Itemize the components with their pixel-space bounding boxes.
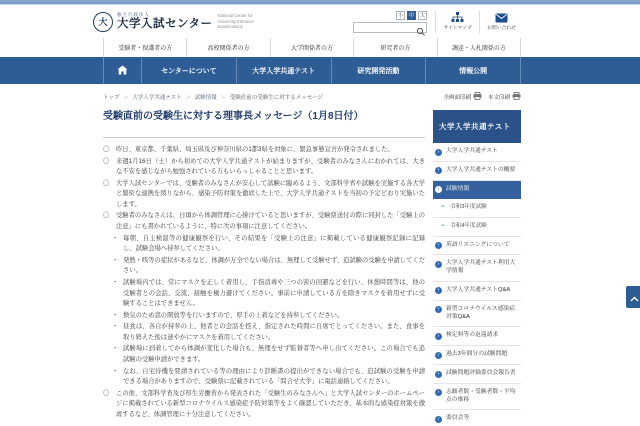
breadcrumb-row [103,84,521,102]
audience-link-procurement[interactable]: 調達・入札関係の方 [437,38,521,57]
arrow-bullet-icon: › [435,389,442,396]
site-header [0,5,640,38]
nav-research[interactable]: 研究開発活動 [331,57,426,84]
sidebar-item-participating-universities[interactable]: › 大学入学共通テスト利用大学情報 [433,255,521,282]
paragraph-text: 試験場に到着してから体調が変化した場合も、無理をせず監督者等へ申し出てください。この場合でも追試験の受験申請ができます。 [123,345,425,363]
font-size-large-button[interactable]: 大 [418,11,427,20]
breadcrumb-exam-info[interactable]: 試験情報 [194,95,217,101]
nav-disclosure[interactable]: 情報公開 [425,57,521,84]
search-icon[interactable] [416,23,426,32]
paragraph-text: 大学入試センターでは、受験者のみなさんが安心して試験に臨めるよう、文部科学省や試験を実施する各大学と緊密な連携を図りながら、感染予防対策を徹底した上で、大学入学共通テストを当初の予定どおり実施いたします。 [116,179,425,208]
search-box [353,22,427,33]
font-size-switcher [396,11,427,20]
paragraph-text: 試験場内では、常にマスクを正しく着用し、手指消毒や三つの密の回避などを行い、休憩時間等は、他の受験者との会話、交流、接触を極力避けてください。事前に申請している方を除きマスクを着用せずに受験することはできません。 [123,278,425,308]
arrow-bullet-icon: › [435,149,442,156]
paragraph-text: 来週1月16日（土）から初めての大学入学共通テストが始まりますが、受験者のみなさんにおかれては、大きな不安を感じながら勉強されている方もいらっしゃることと思います。 [116,157,425,176]
print-fullpage-label: 全画面印刷 [443,95,471,101]
sitemap-icon [451,12,464,23]
bullet-marker: ・ [112,256,119,264]
divider [103,137,425,138]
arrow-bullet-icon: › [435,167,442,174]
sidebar-item-english-listening[interactable]: › 英語リスニングについて [433,237,521,256]
paragraph [103,311,425,322]
article-body [103,145,425,420]
paragraph [103,344,425,365]
breadcrumb-separator: ＞ [220,94,226,101]
sidebar-item-exam-info[interactable]: › 試験情報 [433,181,521,200]
paragraph [103,211,425,232]
breadcrumb-separator: ＞ [185,94,191,101]
sidebar-item-committees[interactable]: › 委員会等 [433,410,521,426]
sidebar-item-common-test[interactable]: › 大学入学共通テスト [433,143,521,162]
printer-icon [512,92,521,102]
audience-link-examinees[interactable]: 受験者・保護者の方 [103,38,186,57]
article [103,110,425,421]
contact-link[interactable] [480,13,523,31]
paragraph [103,278,425,310]
paragraph [103,157,425,178]
audience-link-researchers[interactable]: 研究者の方 [353,38,436,57]
bullet-marker: 〇 [103,179,110,187]
breadcrumb [103,93,323,101]
nav-about-center[interactable]: センターについて [141,57,236,84]
chevron-up-icon [630,290,639,305]
paragraph [103,322,425,343]
bullet-marker: 〇 [103,157,110,165]
main-nav [0,57,640,84]
paragraph-text: なお、自宅待機を要請されている等の理由により診断書の提出ができない場合でも、追試験の受験を申請できる場合がありますので、受験票に記載されている「問合せ大学」に電話連絡してください。 [123,367,425,386]
bullet-marker: ・ [112,345,119,353]
site-logo[interactable] [93,12,270,32]
dash-bullet-icon: − [441,222,445,229]
arrow-bullet-icon: › [435,186,442,193]
paragraph [103,389,425,421]
paragraph-text: この他、文部科学省及び厚生労働省から発表された「受験生のみなさんへ」と大学入試センターのホームページに掲載されている新型コロナウイルス感染症予防対策等をよく確認していただき、基本的な感染症対策を徹底するなど、体調管理に十分注意してください。 [116,389,425,418]
sidebar-item-applicant-statistics[interactable]: › 志願者数・受験者数・平均点の推移 [433,384,521,411]
paragraph [103,367,425,388]
paragraph-text: 昨日、東京都、千葉県、埼玉県及び神奈川県の1都3県を対象に、緊急事態宣言が発令されました。 [116,146,394,153]
audience-link-university[interactable]: 大学関係者の方 [270,38,353,57]
arrow-bullet-icon: › [435,242,442,249]
paragraph [103,145,425,156]
home-icon [117,62,128,80]
arrow-bullet-icon: › [435,287,442,294]
bullet-marker: 〇 [103,389,110,397]
org-type-label: 独立行政法人 [117,12,150,18]
sidebar-item-covid-qa[interactable]: › 新型コロナウイルス感染症対策Q&A [433,301,521,328]
sidebar-item-qa[interactable]: › 大学入学共通テストQ&A [433,282,521,301]
arrow-bullet-icon: › [435,306,442,313]
page-title: 受験直前の受験生に対する理事長メッセージ（1月8日付） [103,111,364,122]
search-input[interactable] [354,24,416,30]
sidebar-item-evaluation-report[interactable]: › 試験問題評価委員会報告書 [433,365,521,384]
paragraph [103,179,425,211]
breadcrumb-top[interactable]: トップ [103,95,120,101]
home-button[interactable] [103,57,141,84]
site-name-english: National Center for University Entrance Examinations [217,12,254,30]
arrow-bullet-icon: › [435,352,442,359]
paragraph-text: 発熱・咳等の症状があるなど、体調が万全でない場合は、無理して受験せず、追試験の受験を申請してください。 [123,256,425,275]
back-to-top-button[interactable] [626,286,640,308]
paragraph-text: 受験者のみなさんは、日頃から体調管理に心掛けていると思いますが、受験票送付の際に同封した「受験上の注意」にも書かれているように、特に次の事項に注意してください。 [116,212,425,231]
paragraph-text: 毎朝、自主検温等の健康観察を行い、その結果を「受験上の注意」に掲載している健康観察記録に記録し、試験会場へ持参してください。 [123,234,425,253]
bullet-marker: ・ [112,278,119,286]
bullet-marker: ・ [112,234,119,242]
arrow-bullet-icon: › [435,261,442,268]
site-name: 大学入試センター [117,18,213,31]
bullet-marker: ・ [112,311,119,319]
font-size-small-button[interactable]: 小 [396,11,405,20]
bullet-marker: 〇 [103,146,110,153]
paragraph [103,256,425,277]
bullet-marker: 〇 [103,212,110,220]
arrow-bullet-icon: › [435,416,442,423]
sitemap-label: サイトマップ [443,26,472,31]
audience-link-highschool[interactable]: 高校関係者の方 [186,38,269,57]
contact-label: お問い合わせ [487,25,516,31]
breadcrumb-separator: ＞ [123,94,129,101]
print-body-link[interactable] [488,92,521,102]
sidebar-item-fee-refund[interactable]: › 検定料等の返還請求 [433,327,521,346]
arrow-bullet-icon: › [435,371,442,378]
center-logo-icon: 大 [93,12,113,32]
print-fullpage-link[interactable] [443,92,482,102]
audience-nav [0,38,640,57]
nav-common-test[interactable]: 大学入学共通テスト [236,57,331,84]
sidebar-item-reiwa4-exam[interactable]: − 令和4年度試験 [433,218,521,237]
print-body-label: 本文印刷 [487,95,510,101]
font-size-medium-button[interactable]: 中 [407,11,416,20]
bullet-marker: ・ [112,367,119,375]
sidebar-title[interactable]: 大学入学共通テスト [433,110,521,143]
sidebar [433,110,521,426]
dash-bullet-icon: − [441,204,445,211]
breadcrumb-common-test[interactable]: 大学入学共通テスト [132,95,182,101]
mail-icon [495,13,508,23]
sidebar-item-overview[interactable]: › 大学入学共通テストの概要 [433,162,521,181]
sitemap-link[interactable] [436,12,479,31]
paragraph [103,234,425,255]
paragraph-text: 換気のため窓の開放等を行いますので、厚手の上着などを持参してください。 [123,311,344,319]
sidebar-item-past-exams[interactable]: › 過去3年間分の試験問題 [433,346,521,365]
printer-icon [473,92,482,102]
sidebar-item-reiwa3-exam[interactable]: − 令和3年度試験 [433,199,521,218]
paragraph-text: 昼食は、各自が持参の上、他者との会話を控え、指定された時間に自席でとってください。また、食事を取り終えた後は速やかにマスクを着用してください。 [123,323,425,341]
bullet-marker: ・ [112,323,119,331]
breadcrumb-current: 受験直前の受験生に対するメッセージ [229,95,323,101]
arrow-bullet-icon: › [435,333,442,340]
